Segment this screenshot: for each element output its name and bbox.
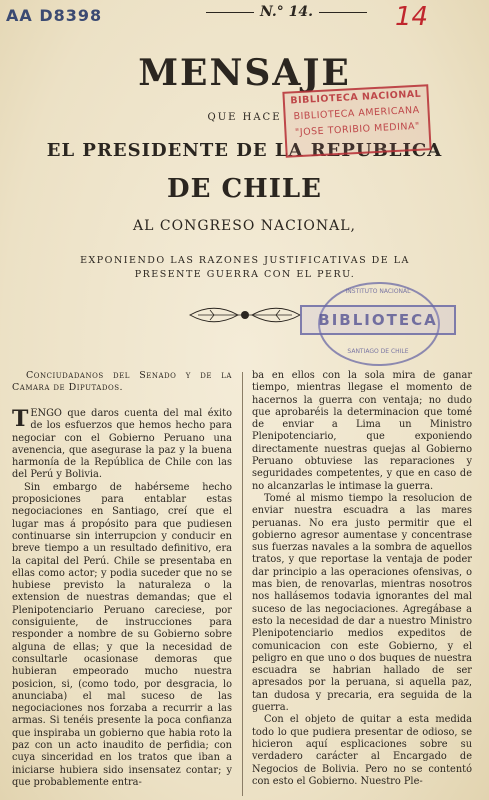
paragraph-5: Con el objeto de quitar a esta medida todo lo que pudiera presentar de odioso, se hicieron aquí esplicaciones sobre su verdadero carácter al Encargado de Negocios de Bolivia. Pero no se contentó con esto el Gobierno. Nuestro Ple- xyxy=(252,714,472,787)
subtitle-exponiendo: EXPONIENDO LAS RAZONES JUSTIFICATIVAS DE LA PRESENTE GUERRA CON EL PERU. xyxy=(80,255,410,280)
stamp-line-2: BIBLIOTECA AMERICANA xyxy=(293,104,420,123)
paragraph-1-text: ENGO que daros cuenta del mal éxito de los esfuerzos que hemos hecho para negociar con el Gobierno Peruano una avenencia, que asegurase la paz y la buena harmonía de la República de Chile con las del Perú y Bolivia. xyxy=(12,408,232,481)
salutation: Conciudadanos del Senado y de la Camara de Diputados. xyxy=(12,370,232,393)
document-number xyxy=(200,4,373,20)
drop-cap: T xyxy=(12,406,29,432)
paragraph-3: ba en ellos con la sola mira de ganar tiempo, mientras llegase el momento de hacernos la guerra con ventaja; no dudo que aprobaréis la determinacion que tomé de enviar a Lima un Ministro Plenipotenciario, que exponiendo directamente nuestras quejas al Gobierno Peruano obtuviese las reparaciones y seguridades competentes, y que en caso de no alcanzarlas le intimase la guerra. xyxy=(252,370,472,492)
number-rule-left xyxy=(206,12,254,13)
library-stamp-red xyxy=(282,84,431,158)
stamp-line-1: BIBLIOTECA NACIONAL xyxy=(290,88,422,107)
stamp-round-top-text: INSTITUTO NACIONAL xyxy=(345,288,411,295)
paragraph-4: Tomé al mismo tiempo la resolucion de enviar nuestra escuadra a las mares peruanas. No era justo permitir que el gobierno agresor aumentase y concentrase sus fuerzas navales a la sombra de aquellos tratos, y que reportase la ventaja de poder dar principio a las operaciones ofensivas, o mas bien, de renovarlas, mientras nosotros nos hallásemos todavia ignorantes del mal suceso de las negociaciones. Agregábase a esto la necesidad de dar a nuestro Ministro Plenipotenciario medios expeditos de comunicacion con este Gobierno, y el peligro en que uno o dos buques de nuestra escuadra se habrian hallado de ser apresados por la peruana, si aquella paz, tan dudosa y precaria, era seguida de la guerra. xyxy=(252,492,472,714)
number-label: N.° 14. xyxy=(260,4,314,20)
column-divider xyxy=(242,372,243,796)
paragraph-2: Sin embargo de habérseme hecho proposiciones para entablar estas negociaciones en Santiago, creí que el lugar mas á propósito para que pudiesen continuarse sin interrupcion y conducir en breve tiempo a un resultado definitivo, era la capital del Perú. Chile se presentaba en ellas como actor; y podia suceder que no se hubiese previsto la naturaleza o la extension de nuestras demandas; que el Plenipotenciario Peruano careciese, por consiguiente, de instrucciones para responder a nombre de su Gobierno sobre alguna de ellas; y que la necesidad de consultarle ocasionase demoras que hubieran empeorado mucho nuestra posicion, si, (como todo, por desgracia, lo anunciaba) el mal suceso de las negociaciones nos forzaba a recurrir a las armas. Si tenéis presente la poca confianza que inspiraba un gobierno que habia roto la paz con un acto inaudito de perfidia; con cuya sinceridad en los tratos que iban a iniciarse hubiera sido insensatez contar; y que probablemente entra- xyxy=(12,481,232,788)
library-stamp-band: BIBLIOTECA xyxy=(300,305,456,335)
stamp-round-bottom-text: SANTIAGO DE CHILE xyxy=(347,348,409,355)
decorative-ornament xyxy=(186,302,304,328)
subtitle-presidente: EL PRESIDENTE DE LA REPUBLICA xyxy=(46,140,443,161)
manuscript-reference: AA D8398 xyxy=(6,6,103,25)
text-column-left xyxy=(12,370,232,789)
page-title: MENSAJE xyxy=(138,52,351,94)
number-rule-right xyxy=(319,12,367,13)
subtitle-congreso: AL CONGRESO NACIONAL, xyxy=(133,218,356,234)
red-page-number: 14 xyxy=(395,2,429,32)
subtitle-de-chile: DE CHILE xyxy=(167,174,322,204)
stamp-line-3: "JOSE TORIBIO MEDINA" xyxy=(294,120,421,139)
paragraph-1 xyxy=(12,408,232,482)
subtitle-que-hace: QUE HACE xyxy=(207,112,282,123)
text-column-right xyxy=(252,370,472,788)
